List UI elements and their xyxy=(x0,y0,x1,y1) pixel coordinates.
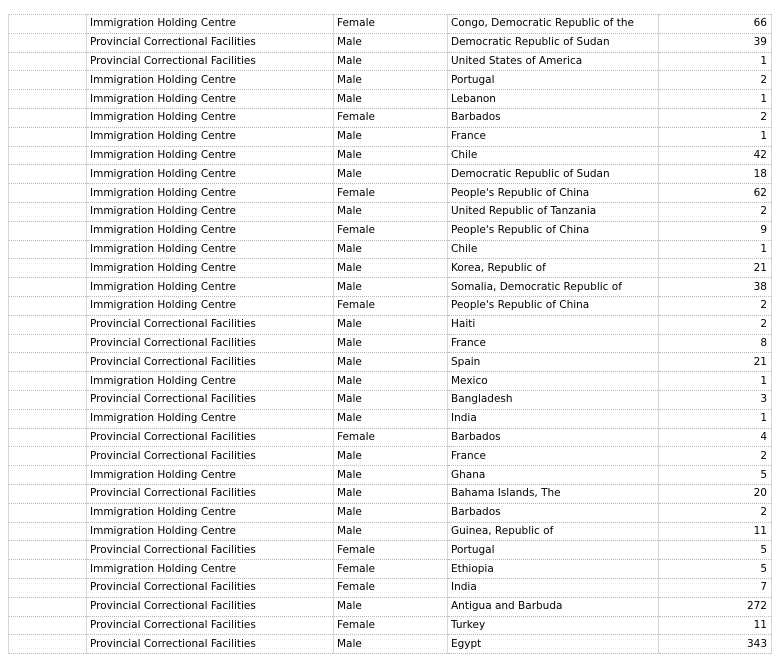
count-cell[interactable]: 2 xyxy=(659,108,772,127)
country-cell[interactable]: Portugal xyxy=(448,71,659,90)
gender-cell[interactable]: Male xyxy=(334,278,448,297)
table-row xyxy=(9,522,772,541)
table-row xyxy=(9,409,772,428)
country-cell[interactable]: Portugal xyxy=(448,541,659,560)
facility-cell[interactable]: Immigration Holding Centre xyxy=(87,146,334,165)
gender-cell[interactable]: Female xyxy=(334,184,448,203)
table-row xyxy=(9,184,772,203)
count-cell[interactable]: 1 xyxy=(659,409,772,428)
facility-cell[interactable]: Provincial Correctional Facilities xyxy=(87,616,334,635)
table-row xyxy=(9,484,772,503)
gender-cell[interactable]: Male xyxy=(334,259,448,278)
row-index-cell[interactable] xyxy=(9,466,87,485)
gender-cell[interactable]: Male xyxy=(334,522,448,541)
row-index-cell[interactable] xyxy=(9,184,87,203)
facility-cell[interactable]: Immigration Holding Centre xyxy=(87,409,334,428)
table-row xyxy=(9,334,772,353)
row-index-cell[interactable] xyxy=(9,71,87,90)
facility-cell[interactable]: Provincial Correctional Facilities xyxy=(87,428,334,447)
country-cell[interactable]: Guinea, Republic of xyxy=(448,522,659,541)
facility-cell[interactable]: Immigration Holding Centre xyxy=(87,71,334,90)
count-cell[interactable]: 2 xyxy=(659,315,772,334)
country-cell[interactable]: People's Republic of China xyxy=(448,296,659,315)
country-cell[interactable]: People's Republic of China xyxy=(448,221,659,240)
facility-cell[interactable]: Provincial Correctional Facilities xyxy=(87,635,334,654)
table-row xyxy=(9,466,772,485)
gender-cell[interactable]: Male xyxy=(334,127,448,146)
facility-cell[interactable]: Provincial Correctional Facilities xyxy=(87,390,334,409)
count-cell[interactable]: 18 xyxy=(659,165,772,184)
table-row xyxy=(9,146,772,165)
country-cell[interactable]: United Republic of Tanzania xyxy=(448,202,659,221)
row-index-cell[interactable] xyxy=(9,315,87,334)
gender-cell[interactable]: Female xyxy=(334,541,448,560)
gender-cell[interactable]: Male xyxy=(334,71,448,90)
country-cell[interactable]: Bangladesh xyxy=(448,390,659,409)
facility-cell[interactable]: Provincial Correctional Facilities xyxy=(87,484,334,503)
gender-cell[interactable]: Male xyxy=(334,165,448,184)
table-row xyxy=(9,108,772,127)
gender-cell[interactable]: Male xyxy=(334,390,448,409)
table-row xyxy=(9,315,772,334)
count-cell[interactable]: 1 xyxy=(659,240,772,259)
row-index-cell[interactable] xyxy=(9,353,87,372)
country-cell[interactable]: Egypt xyxy=(448,635,659,654)
gender-cell[interactable]: Male xyxy=(334,447,448,466)
table-row xyxy=(9,635,772,654)
facility-cell[interactable]: Immigration Holding Centre xyxy=(87,522,334,541)
table-row xyxy=(9,52,772,71)
facility-cell[interactable]: Immigration Holding Centre xyxy=(87,278,334,297)
facility-cell[interactable]: Immigration Holding Centre xyxy=(87,466,334,485)
row-index-cell[interactable] xyxy=(9,503,87,522)
gender-cell[interactable]: Male xyxy=(334,635,448,654)
country-cell[interactable]: Democratic Republic of Sudan xyxy=(448,165,659,184)
table-row xyxy=(9,165,772,184)
gender-cell[interactable]: Male xyxy=(334,90,448,109)
table-row xyxy=(9,503,772,522)
country-cell[interactable]: India xyxy=(448,409,659,428)
row-index-cell[interactable] xyxy=(9,221,87,240)
row-index-cell[interactable] xyxy=(9,428,87,447)
facility-cell[interactable]: Immigration Holding Centre xyxy=(87,259,334,278)
gender-cell[interactable]: Male xyxy=(334,334,448,353)
country-cell[interactable]: Barbados xyxy=(448,503,659,522)
row-index-cell[interactable] xyxy=(9,578,87,597)
row-index-cell[interactable] xyxy=(9,240,87,259)
gender-cell[interactable]: Male xyxy=(334,240,448,259)
gender-cell[interactable]: Male xyxy=(334,146,448,165)
row-index-cell[interactable] xyxy=(9,108,87,127)
facility-cell[interactable]: Immigration Holding Centre xyxy=(87,221,334,240)
table-row xyxy=(9,259,772,278)
gender-cell[interactable]: Female xyxy=(334,296,448,315)
row-index-cell[interactable] xyxy=(9,202,87,221)
country-cell[interactable]: Barbados xyxy=(448,108,659,127)
facility-cell[interactable]: Immigration Holding Centre xyxy=(87,560,334,579)
count-cell[interactable]: 272 xyxy=(659,597,772,616)
table-row xyxy=(9,428,772,447)
facility-cell[interactable]: Provincial Correctional Facilities xyxy=(87,597,334,616)
gender-cell[interactable]: Male xyxy=(334,597,448,616)
country-cell[interactable]: Ethiopia xyxy=(448,560,659,579)
count-cell[interactable]: 2 xyxy=(659,447,772,466)
gender-cell[interactable]: Male xyxy=(334,315,448,334)
count-cell[interactable]: 4 xyxy=(659,428,772,447)
count-cell[interactable]: 42 xyxy=(659,146,772,165)
country-cell[interactable]: Somalia, Democratic Republic of xyxy=(448,278,659,297)
facility-cell[interactable]: Provincial Correctional Facilities xyxy=(87,578,334,597)
count-cell[interactable]: 1 xyxy=(659,127,772,146)
country-cell[interactable]: France xyxy=(448,334,659,353)
country-cell[interactable]: Turkey xyxy=(448,616,659,635)
count-cell[interactable]: 3 xyxy=(659,390,772,409)
table-row xyxy=(9,541,772,560)
row-index-cell[interactable] xyxy=(9,522,87,541)
gender-cell[interactable]: Male xyxy=(334,484,448,503)
gender-cell[interactable]: Male xyxy=(334,409,448,428)
gender-cell[interactable]: Male xyxy=(334,372,448,391)
facility-cell[interactable]: Provincial Correctional Facilities xyxy=(87,353,334,372)
row-index-cell[interactable] xyxy=(9,146,87,165)
row-index-cell[interactable] xyxy=(9,15,87,34)
row-index-cell[interactable] xyxy=(9,541,87,560)
count-cell[interactable]: 2 xyxy=(659,503,772,522)
gender-cell[interactable]: Male xyxy=(334,353,448,372)
row-index-cell[interactable] xyxy=(9,278,87,297)
table-row xyxy=(9,597,772,616)
count-cell[interactable]: 62 xyxy=(659,184,772,203)
count-cell[interactable]: 2 xyxy=(659,202,772,221)
spreadsheet-grid xyxy=(8,14,771,654)
table-row xyxy=(9,560,772,579)
table-row xyxy=(9,278,772,297)
row-index-cell[interactable] xyxy=(9,635,87,654)
gender-cell[interactable]: Female xyxy=(334,15,448,34)
country-cell[interactable]: Haiti xyxy=(448,315,659,334)
count-cell[interactable]: 66 xyxy=(659,15,772,34)
table-body xyxy=(9,15,772,654)
facility-cell[interactable]: Immigration Holding Centre xyxy=(87,15,334,34)
table-row xyxy=(9,71,772,90)
count-cell[interactable]: 1 xyxy=(659,90,772,109)
table-row xyxy=(9,90,772,109)
count-cell[interactable]: 1 xyxy=(659,372,772,391)
row-index-cell[interactable] xyxy=(9,447,87,466)
country-cell[interactable]: Ghana xyxy=(448,466,659,485)
count-cell[interactable]: 39 xyxy=(659,33,772,52)
country-cell[interactable]: Congo, Democratic Republic of the xyxy=(448,15,659,34)
count-cell[interactable]: 38 xyxy=(659,278,772,297)
gender-cell[interactable]: Male xyxy=(334,202,448,221)
country-cell[interactable]: Chile xyxy=(448,240,659,259)
count-cell[interactable]: 2 xyxy=(659,296,772,315)
row-index-cell[interactable] xyxy=(9,165,87,184)
facility-cell[interactable]: Immigration Holding Centre xyxy=(87,108,334,127)
count-cell[interactable]: 5 xyxy=(659,541,772,560)
gender-cell[interactable]: Female xyxy=(334,221,448,240)
country-cell[interactable]: France xyxy=(448,447,659,466)
table-row xyxy=(9,447,772,466)
country-cell[interactable]: Lebanon xyxy=(448,90,659,109)
count-cell[interactable]: 9 xyxy=(659,221,772,240)
row-index-cell[interactable] xyxy=(9,390,87,409)
table-row xyxy=(9,372,772,391)
count-cell[interactable]: 5 xyxy=(659,560,772,579)
count-cell[interactable]: 7 xyxy=(659,578,772,597)
count-cell[interactable]: 343 xyxy=(659,635,772,654)
gender-cell[interactable]: Male xyxy=(334,52,448,71)
facility-cell[interactable]: Immigration Holding Centre xyxy=(87,127,334,146)
gender-cell[interactable]: Male xyxy=(334,466,448,485)
row-index-cell[interactable] xyxy=(9,484,87,503)
facility-cell[interactable]: Immigration Holding Centre xyxy=(87,296,334,315)
row-index-cell[interactable] xyxy=(9,90,87,109)
row-index-cell[interactable] xyxy=(9,33,87,52)
country-cell[interactable]: Antigua and Barbuda xyxy=(448,597,659,616)
country-cell[interactable]: Chile xyxy=(448,146,659,165)
row-index-cell[interactable] xyxy=(9,409,87,428)
row-index-cell[interactable] xyxy=(9,597,87,616)
count-cell[interactable]: 1 xyxy=(659,52,772,71)
table-row xyxy=(9,353,772,372)
facility-cell[interactable]: Provincial Correctional Facilities xyxy=(87,52,334,71)
count-cell[interactable]: 8 xyxy=(659,334,772,353)
gender-cell[interactable]: Female xyxy=(334,616,448,635)
facility-cell[interactable]: Provincial Correctional Facilities xyxy=(87,315,334,334)
facility-cell[interactable]: Immigration Holding Centre xyxy=(87,184,334,203)
row-index-cell[interactable] xyxy=(9,334,87,353)
facility-cell[interactable]: Provincial Correctional Facilities xyxy=(87,334,334,353)
row-index-cell[interactable] xyxy=(9,259,87,278)
table-row xyxy=(9,33,772,52)
table-row xyxy=(9,202,772,221)
country-cell[interactable]: Barbados xyxy=(448,428,659,447)
country-cell[interactable]: Mexico xyxy=(448,372,659,391)
count-cell[interactable]: 2 xyxy=(659,71,772,90)
table-row xyxy=(9,221,772,240)
count-cell[interactable]: 21 xyxy=(659,353,772,372)
gender-cell[interactable]: Female xyxy=(334,428,448,447)
facility-cell[interactable]: Provincial Correctional Facilities xyxy=(87,447,334,466)
table-row xyxy=(9,296,772,315)
country-cell[interactable]: France xyxy=(448,127,659,146)
facility-cell[interactable]: Provincial Correctional Facilities xyxy=(87,33,334,52)
row-index-cell[interactable] xyxy=(9,296,87,315)
count-cell[interactable]: 20 xyxy=(659,484,772,503)
country-cell[interactable]: Korea, Republic of xyxy=(448,259,659,278)
gender-cell[interactable]: Female xyxy=(334,108,448,127)
country-cell[interactable]: India xyxy=(448,578,659,597)
count-cell[interactable]: 5 xyxy=(659,466,772,485)
table-row xyxy=(9,390,772,409)
gender-cell[interactable]: Male xyxy=(334,33,448,52)
count-cell[interactable]: 11 xyxy=(659,522,772,541)
facility-cell[interactable]: Immigration Holding Centre xyxy=(87,240,334,259)
table-row xyxy=(9,127,772,146)
facility-cell[interactable]: Immigration Holding Centre xyxy=(87,90,334,109)
country-cell[interactable]: Spain xyxy=(448,353,659,372)
country-cell[interactable]: People's Republic of China xyxy=(448,184,659,203)
gender-cell[interactable]: Female xyxy=(334,578,448,597)
count-cell[interactable]: 21 xyxy=(659,259,772,278)
table-row xyxy=(9,578,772,597)
country-cell[interactable]: Democratic Republic of Sudan xyxy=(448,33,659,52)
data-table xyxy=(8,14,772,654)
country-cell[interactable]: Bahama Islands, The xyxy=(448,484,659,503)
facility-cell[interactable]: Immigration Holding Centre xyxy=(87,165,334,184)
row-index-cell[interactable] xyxy=(9,372,87,391)
row-index-cell[interactable] xyxy=(9,127,87,146)
facility-cell[interactable]: Immigration Holding Centre xyxy=(87,372,334,391)
gender-cell[interactable]: Female xyxy=(334,560,448,579)
table-row xyxy=(9,15,772,34)
facility-cell[interactable]: Immigration Holding Centre xyxy=(87,503,334,522)
facility-cell[interactable]: Immigration Holding Centre xyxy=(87,202,334,221)
country-cell[interactable]: United States of America xyxy=(448,52,659,71)
gender-cell[interactable]: Male xyxy=(334,503,448,522)
row-index-cell[interactable] xyxy=(9,560,87,579)
facility-cell[interactable]: Provincial Correctional Facilities xyxy=(87,541,334,560)
count-cell[interactable]: 11 xyxy=(659,616,772,635)
row-index-cell[interactable] xyxy=(9,52,87,71)
table-row xyxy=(9,240,772,259)
